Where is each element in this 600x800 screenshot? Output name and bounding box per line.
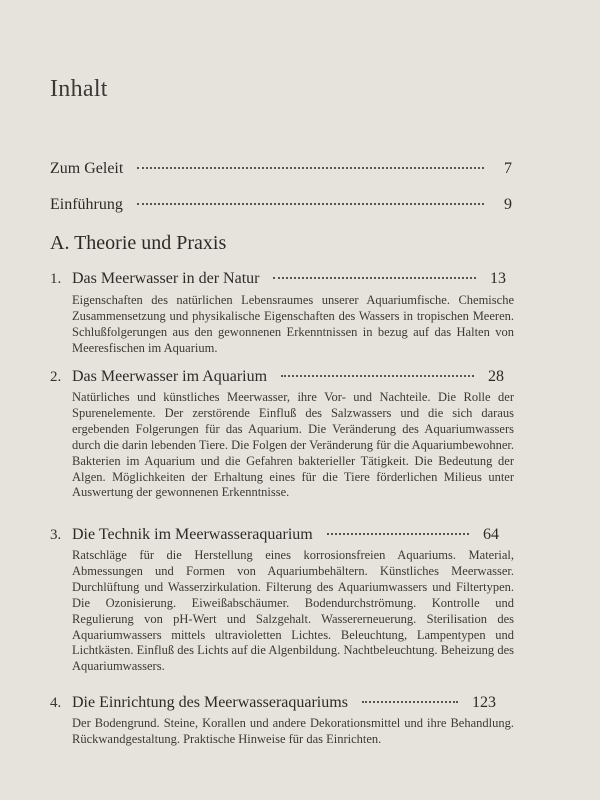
toc-chapter-4	[50, 694, 496, 716]
chapter-page: 13	[490, 270, 506, 287]
page-title: Inhalt	[50, 76, 108, 102]
toc-entry-einfuehrung	[50, 196, 512, 218]
toc-entry-label: Zum Geleit	[50, 160, 124, 177]
chapter-number: 4.	[50, 695, 62, 711]
chapter-description: Eigenschaften des natürlichen Lebensraumes unserer Aquariumfische. Chemische Zusammensetzung und physikalische Eigenschaften des Wassers in tropischen Meeren. Schlußfolgerungen aus den gewonnenen Erkenntnissen in bezug auf das Halten von Meeresfischen im Aquarium.	[72, 293, 514, 355]
toc-entry-page: 9	[504, 196, 512, 213]
toc-entry-zum-geleit	[50, 160, 512, 182]
toc-entry-label: Einführung	[50, 196, 123, 213]
chapter-description: Natürliches und künstliches Meerwasser, ihre Vor- und Nachteile. Die Rolle der Spurenelemente. Der zerstörende Einfluß des Salzwassers und die sich daraus ergebenden Folgerungen für das Aquarium. Die Veränderung des Aquariumwassers durch die darin lebenden Tiere. Die Folgen der Veränderung für die Aquariumbewohner. Bakterien im Aquarium und die Gefahren bakterieller Tätigkeit. Die Bedeutung der Algen. Möglichkeiten der Erhaltung eines für die Tiere förderlichen Milieus unter Auswertung der gewonnenen Erkenntnisse.	[72, 390, 514, 500]
section-heading: A. Theorie und Praxis	[50, 232, 227, 254]
dot-leader	[137, 203, 484, 205]
chapter-title: Das Meerwasser im Aquarium	[72, 368, 268, 385]
chapter-page: 123	[472, 694, 496, 711]
dot-leader	[327, 533, 469, 535]
toc-chapter-1	[50, 270, 506, 292]
chapter-number: 3.	[50, 527, 62, 543]
toc-entry-page: 7	[504, 160, 512, 177]
chapter-page: 28	[488, 368, 504, 385]
dot-leader	[281, 375, 474, 377]
toc-chapter-3	[50, 526, 499, 548]
dot-leader	[137, 167, 484, 169]
dot-leader	[362, 701, 458, 703]
chapter-description: Der Bodengrund. Steine, Korallen und andere Dekorationsmittel und ihre Behandlung. Rückwandgestaltung. Praktische Hinweise für das Einrichten.	[72, 716, 514, 746]
chapter-description: Ratschläge für die Herstellung eines korrosionsfreien Aquariums. Material, Abmessungen und Formen von Aquariumbehältern. Künstliches Meerwasser. Durchlüftung und Wasserzirkulation. Filterung des Aquariumwassers und Filtertypen. Die Ozonisierung. Eiweißabschäumer. Bodendurchströmung. Kontrolle und Regulierung von pH-Wert und Salzgehalt. Wassererneuerung. Sterilisation des Aquariumwassers mittels ultravioletten Lichtes. Beleuchtung, Lampentypen und Lichtkästen. Einfluß des Lichts auf die Algenbildung. Nachtbeleuchtung. Beheizung des Aquariumwassers.	[72, 548, 514, 674]
dot-leader	[273, 277, 476, 279]
chapter-number: 2.	[50, 369, 62, 385]
chapter-title: Die Einrichtung des Meerwasseraquariums	[72, 694, 348, 711]
chapter-page: 64	[483, 526, 499, 543]
chapter-number: 1.	[50, 271, 62, 287]
chapter-title: Die Technik im Meerwasseraquarium	[72, 526, 313, 543]
chapter-title: Das Meerwasser in der Natur	[72, 270, 260, 287]
toc-chapter-2	[50, 368, 504, 390]
